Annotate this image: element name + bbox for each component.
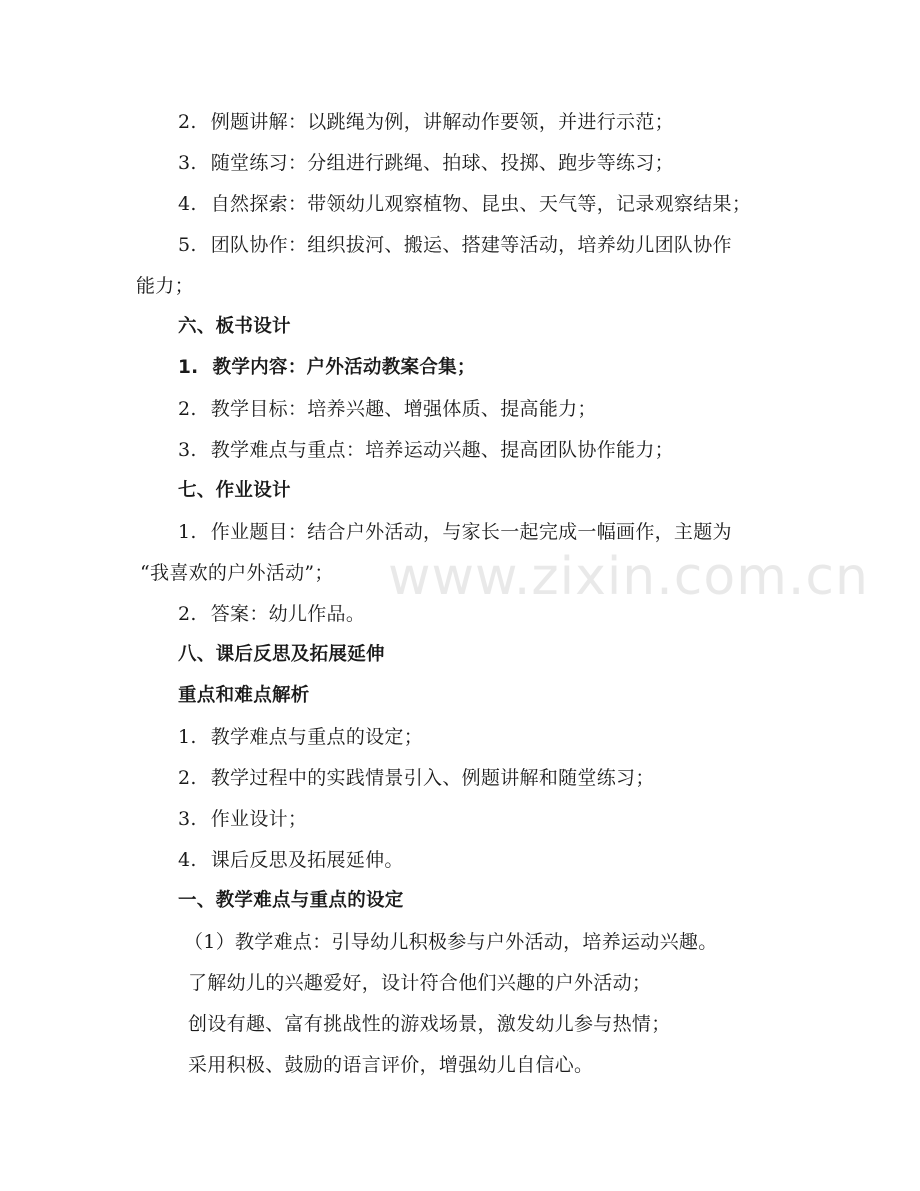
item-text: 作业设计； bbox=[210, 808, 308, 830]
item-number: 3. bbox=[178, 152, 197, 174]
list-item bbox=[178, 233, 732, 257]
list-item bbox=[178, 520, 732, 544]
item-text: 课后反思及拓展延伸。 bbox=[210, 849, 404, 871]
list-item bbox=[178, 602, 365, 626]
item-text: 自然探索：带领幼儿观察植物、昆虫、天气等，记录观察结果； bbox=[210, 193, 752, 215]
paragraph: （1）教学难点：引导幼儿积极参与户外活动，培养运动兴趣。 bbox=[184, 931, 718, 953]
section-heading: 六、板书设计 bbox=[178, 316, 291, 337]
item-text: 教学内容：户外活动教案合集； bbox=[212, 357, 476, 378]
item-text: 教学目标：培养兴趣、增强体质、提高能力； bbox=[210, 398, 597, 420]
item-text: 教学难点与重点：培养运动兴趣、提高团队协作能力； bbox=[210, 439, 674, 461]
item-number: 2. bbox=[178, 111, 197, 133]
paragraph: 采用积极、鼓励的语言评价，增强幼儿自信心。 bbox=[188, 1054, 594, 1076]
subsection-heading: 重点和难点解析 bbox=[178, 685, 310, 706]
item-text: 团队协作：组织拔河、搬运、搭建等活动，培养幼儿团队协作 bbox=[210, 234, 732, 256]
list-item bbox=[178, 151, 674, 175]
item-text: 答案：幼儿作品。 bbox=[210, 603, 366, 625]
list-item bbox=[178, 766, 655, 790]
list-item bbox=[178, 725, 423, 749]
list-item bbox=[178, 807, 307, 831]
paragraph: 创设有趣、富有挑战性的游戏场景，激发幼儿参与热情； bbox=[188, 1013, 671, 1035]
list-item bbox=[178, 356, 476, 380]
item-text: 例题讲解：以跳绳为例，讲解动作要领，并进行示范； bbox=[210, 111, 674, 133]
section-heading: 八、课后反思及拓展延伸 bbox=[178, 644, 385, 665]
item-number: 2. bbox=[178, 603, 197, 625]
list-item bbox=[178, 110, 674, 134]
item-number: 3. bbox=[178, 439, 197, 461]
item-number: 1. bbox=[178, 726, 197, 748]
list-item bbox=[178, 438, 674, 462]
item-text: 教学过程中的实践情景引入、例题讲解和随堂练习； bbox=[210, 767, 655, 789]
section-heading: 一、教学难点与重点的设定 bbox=[178, 890, 404, 911]
item-number: 1. bbox=[178, 521, 197, 543]
item-number: 5. bbox=[178, 234, 197, 256]
list-item bbox=[178, 397, 597, 421]
item-number: 4. bbox=[178, 193, 197, 215]
item-number: 2. bbox=[178, 767, 197, 789]
item-text: 随堂练习：分组进行跳绳、拍球、投掷、跑步等练习； bbox=[210, 152, 674, 174]
item-number: 1. bbox=[178, 357, 199, 378]
item-text: 作业题目：结合户外活动，与家长一起完成一幅画作，主题为 bbox=[210, 521, 732, 543]
watermark: www.zixin.com.cn bbox=[388, 547, 869, 607]
item-number: 3. bbox=[178, 808, 197, 830]
list-item bbox=[178, 848, 404, 872]
item-number: 2. bbox=[178, 398, 197, 420]
list-item bbox=[178, 192, 751, 216]
continuation-line: “我喜欢的户外活动”； bbox=[140, 562, 334, 584]
paragraph: 了解幼儿的兴趣爱好，设计符合他们兴趣的户外活动； bbox=[188, 972, 652, 994]
item-number: 4. bbox=[178, 849, 197, 871]
section-heading: 七、作业设计 bbox=[178, 480, 291, 501]
item-text: 教学难点与重点的设定； bbox=[210, 726, 424, 748]
continuation-line: 能力； bbox=[136, 275, 194, 297]
